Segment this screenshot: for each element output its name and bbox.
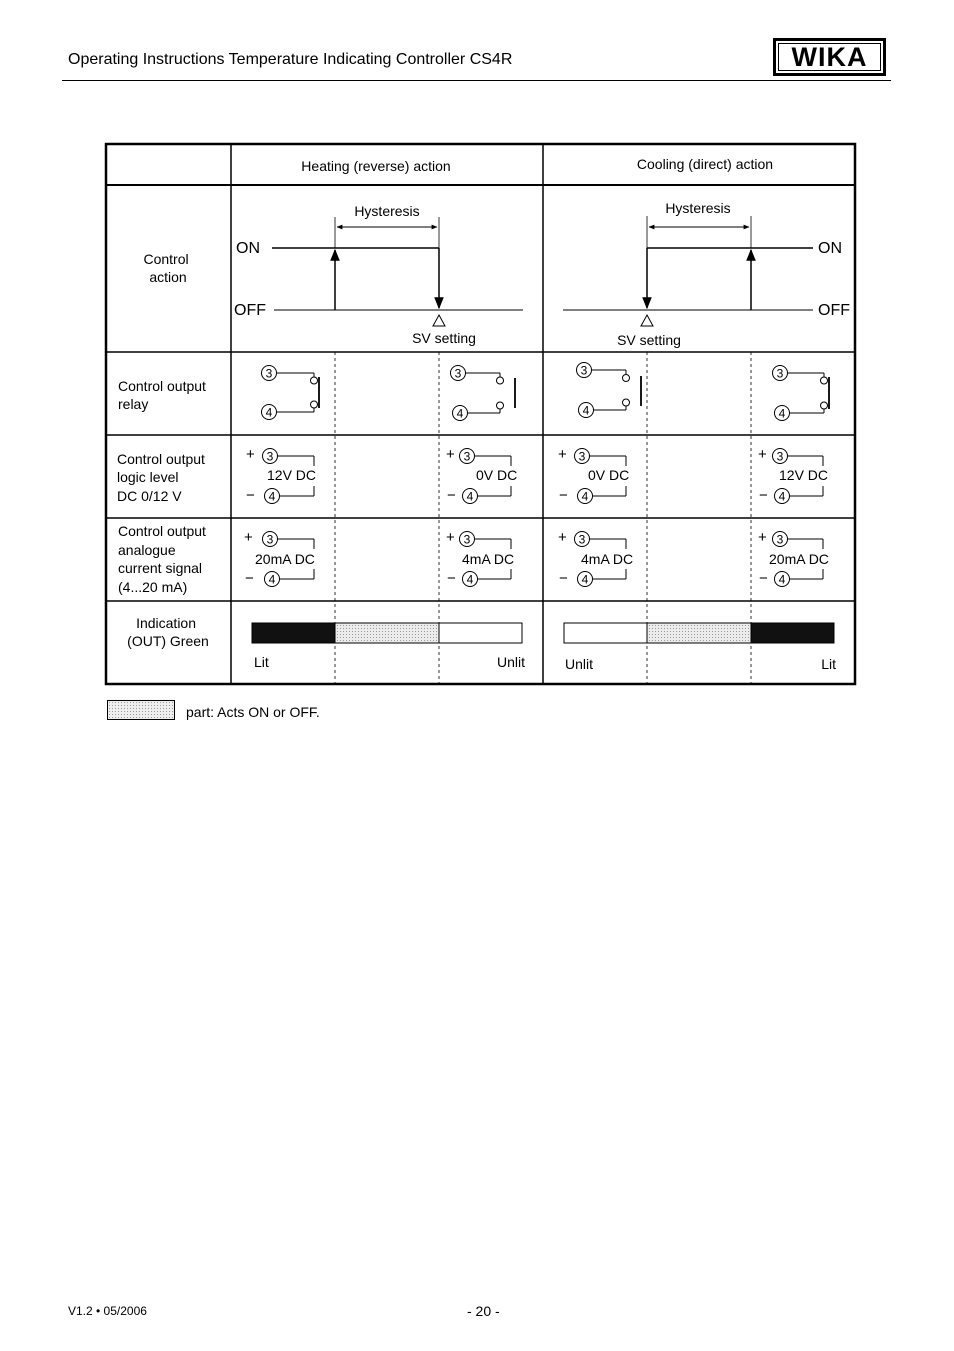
relay-terminal-3: 3: [265, 366, 273, 381]
logic-plus-sign: +: [446, 446, 455, 463]
analogue-terminal-3: 3: [578, 532, 586, 547]
row-label-analogue: Control output analogue current signal (4...20 mA): [118, 523, 206, 595]
heating-sv-label: SV setting: [412, 330, 476, 346]
logo-text: WIKA: [778, 43, 881, 71]
analogue-plus-sign: +: [446, 529, 455, 546]
analogue-plus-sign: +: [558, 529, 567, 546]
footer-version: V1.2 • 05/2006: [68, 1304, 147, 1318]
heating-hysteresis-label: Hysteresis: [354, 203, 420, 219]
table-grid: [106, 144, 855, 684]
logic-terminal-3: 3: [578, 449, 586, 464]
document-title: Operating Instructions Temperature Indicating Controller CS4R: [68, 51, 513, 68]
analogue-value-cooling-off: 4mA DC: [581, 551, 634, 567]
heating-indication-bar: [252, 623, 522, 643]
analogue-value-heating-on: 20mA DC: [255, 551, 315, 567]
row-label-relay: Control output relay: [118, 378, 206, 412]
footer-page-number: - 20 -: [467, 1303, 500, 1319]
cooling-column-header: Cooling (direct) action: [636, 156, 774, 172]
row-label-indication: Indication (OUT) Green: [127, 615, 209, 649]
logic-value-cooling-on: 12V DC: [779, 467, 829, 483]
analogue-minus-sign: −: [447, 570, 456, 587]
row-label-control-action: Control action: [143, 251, 189, 285]
analogue-minus-sign: −: [559, 570, 568, 587]
logic-terminal-3: 3: [266, 449, 274, 464]
analogue-value-heating-off: 4mA DC: [462, 551, 515, 567]
logic-terminal-3: 3: [463, 449, 471, 464]
logic-plus-sign: +: [558, 446, 567, 463]
indication-heating-unlit: Unlit: [496, 654, 525, 670]
indication-cooling-unlit: Unlit: [565, 656, 594, 672]
logic-value-heating-off: 0V DC: [476, 467, 518, 483]
heating-column-header: Heating (reverse) action: [301, 158, 451, 174]
logic-minus-sign: −: [246, 487, 255, 504]
relay-terminal-4: 4: [456, 406, 464, 421]
relay-terminal-4: 4: [582, 403, 590, 418]
heating-on-label: ON: [236, 240, 260, 257]
indication-cooling-lit: Lit: [821, 656, 836, 672]
logic-terminal-4: 4: [581, 489, 589, 504]
logic-minus-sign: −: [559, 487, 568, 504]
row-label-logic: Control output logic level DC 0/12 V: [117, 451, 205, 504]
analogue-plus-sign: +: [758, 529, 767, 546]
relay-terminal-3: 3: [580, 363, 588, 378]
indication-heating-lit: Lit: [254, 654, 269, 670]
relay-terminal-4: 4: [265, 405, 273, 420]
cooling-on-label: ON: [818, 240, 842, 257]
analogue-terminal-4: 4: [466, 572, 474, 587]
cooling-sv-label: SV setting: [617, 332, 681, 348]
logic-terminal-3: 3: [776, 449, 784, 464]
analogue-value-cooling-on: 20mA DC: [769, 551, 829, 567]
logic-value-cooling-off: 0V DC: [588, 467, 630, 483]
logic-minus-sign: −: [447, 487, 456, 504]
heating-off-label: OFF: [234, 302, 266, 319]
cooling-hysteresis-label: Hysteresis: [665, 200, 731, 216]
analogue-terminal-3: 3: [266, 532, 274, 547]
logic-minus-sign: −: [759, 487, 768, 504]
relay-terminal-3: 3: [454, 366, 462, 381]
logic-terminal-4: 4: [466, 489, 474, 504]
cooling-indication-bar: [564, 623, 834, 643]
analogue-plus-sign: +: [244, 529, 253, 546]
relay-terminal-4: 4: [778, 406, 786, 421]
logic-plus-sign: +: [758, 446, 767, 463]
analogue-terminal-3: 3: [463, 532, 471, 547]
legend-hatch-swatch: [107, 700, 175, 720]
analogue-minus-sign: −: [759, 570, 768, 587]
analogue-terminal-4: 4: [581, 572, 589, 587]
logic-plus-sign: +: [246, 446, 255, 463]
heating-control-action-graph: [272, 217, 523, 326]
legend-text: part: Acts ON or OFF.: [186, 704, 320, 720]
logic-terminal-4: 4: [268, 489, 276, 504]
cooling-control-action-graph: [563, 216, 813, 326]
cooling-off-label: OFF: [818, 302, 850, 319]
relay-terminal-3: 3: [776, 366, 784, 381]
logic-value-heating-on: 12V DC: [267, 467, 317, 483]
logic-terminal-4: 4: [778, 489, 786, 504]
analogue-terminal-3: 3: [776, 532, 784, 547]
analogue-minus-sign: −: [245, 570, 254, 587]
analogue-terminal-4: 4: [778, 572, 786, 587]
analogue-terminal-4: 4: [268, 572, 276, 587]
